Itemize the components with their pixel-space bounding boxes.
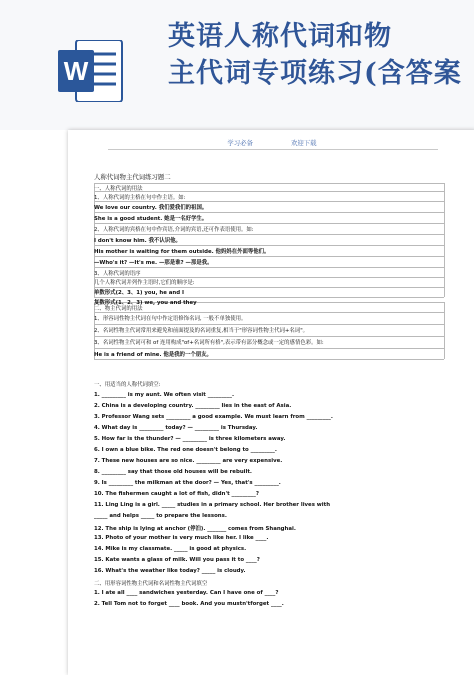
- table-rule: [444, 302, 445, 359]
- text-line: 1、人称代词的主格在句中作主语。如:: [94, 195, 186, 201]
- exercise-item: _____ and helps _____ to prepare the lessons.: [94, 513, 227, 519]
- text-line: 复数形式(1、2、3) we, you and they: [94, 300, 197, 306]
- doc-header-divider: [108, 149, 438, 150]
- doc-header-left: 学习必备: [227, 139, 253, 147]
- text-line: 2、人称代词的宾格在句中作宾语,介词的宾语,还可作表语使用。如:: [94, 227, 254, 233]
- text-line: She is a good student. 她是一名好学生。: [94, 216, 208, 222]
- exercise-item: 15. Kate wants a glass of milk. Will you pass it to ____?: [94, 557, 260, 563]
- exercise-item: 2. China is a developing country. _________ lies in the east of Asia.: [94, 403, 292, 409]
- text-line: 几个人称代词并列作主语时,它们的顺序是:: [94, 280, 195, 286]
- title-line-2: 主代词专项练习(含答案: [168, 58, 462, 89]
- page-title: [168, 18, 462, 92]
- exercise-item: 10. The fishermen caught a lot of fish, didn't _________?: [94, 491, 259, 497]
- exercise-item: 3. Professor Wang sets _________ a good example. We must learn from _________.: [94, 414, 333, 420]
- doc-title: 人称代词物主代词练习题二: [94, 173, 171, 181]
- table-rule: [94, 212, 444, 213]
- text-line: 二、物主代词的用法: [94, 306, 143, 312]
- exercise-item: 11. Ling Ling is a girl. _____ studies in a primary school. Her brother lives with: [94, 502, 331, 508]
- table-rule: [94, 348, 444, 349]
- table-rule: [94, 324, 444, 325]
- document-page: [68, 130, 474, 675]
- table-rule: [94, 201, 444, 202]
- exercise-item: 9. Is _________ the milkman at the door? — Yes, that's _________.: [94, 480, 281, 486]
- text-line: I don't know him. 我不认识他。: [94, 238, 181, 244]
- exercise-item: 16. What's the weather like today? _____ is cloudy.: [94, 568, 246, 574]
- exercise-item: 5. How far is the thunder? — _________ is three kilometers away.: [94, 436, 286, 442]
- table-rule: [444, 183, 445, 297]
- table-rule: [94, 336, 444, 337]
- exercise-item: 12. The ship is lying at anchor (停泊). _______ comes from Shanghai.: [94, 526, 296, 532]
- table-rule: [94, 223, 444, 224]
- word-doc-icon: [58, 40, 124, 102]
- text-line: He is a friend of mine. 他是我的一个朋友。: [94, 352, 212, 358]
- exercise-item: 2. Tell Tom not to forget ____ book. And you mustn'tforget ____.: [94, 601, 284, 607]
- exercise-item: 8. _________ say that those old houses will be rebuilt.: [94, 469, 252, 475]
- exercise-item: 14. Mike is my classmate. _____ is good at physics.: [94, 546, 247, 552]
- exercise-item: 13. Photo of your mother is very much like her. I like ____.: [94, 535, 269, 541]
- text-line: We love our country. 我们爱我们的祖国。: [94, 205, 208, 211]
- section-heading: 一、用适当的人称代词填空:: [94, 382, 161, 388]
- word-icon-letter: W: [63, 56, 89, 86]
- exercise-item: 6. I own a blue bike. The red one doesn't belong to _________.: [94, 447, 277, 453]
- text-line: His mother is waiting for them outside. 他妈妈在外面等他们。: [94, 249, 270, 255]
- table-rule: [94, 183, 444, 184]
- section-heading: 二、用形容词性物主代词和名词性物主代词填空: [94, 581, 208, 587]
- exercise-item: 7. These new houses are so nice. _________ are very expensive.: [94, 458, 283, 464]
- text-line: 单数形式(2、3、1) you, he and I: [94, 290, 184, 296]
- table-rule: [94, 359, 444, 360]
- table-rule: [94, 312, 444, 313]
- text-line: 3、名词性物主代词可和 of 连用构成"of+名词所有格",表示带有部分概念或一定的感情色彩。如:: [94, 340, 324, 346]
- exercise-item: 1. I ate all ____ sandwiches yesterday. Can I have one of ____?: [94, 590, 279, 596]
- exercise-item: 4. What day is _________ today? — _________ is Thursday.: [94, 425, 258, 431]
- text-line: 3、人称代词的语序: [94, 271, 141, 277]
- doc-header-right: 欢迎下载: [291, 139, 317, 147]
- text-line: 一、人称代词的用法: [94, 186, 143, 192]
- table-rule: [94, 191, 444, 192]
- doc-header: [68, 138, 474, 147]
- table-rule: [94, 256, 444, 257]
- text-line: —Who's it? —It's me. —那是谁? —那是我。: [94, 260, 213, 266]
- table-rule: [94, 245, 444, 246]
- title-line-1: 英语人称代词和物: [168, 21, 392, 52]
- table-rule: [94, 234, 444, 235]
- text-line: 1、形容词性物主代词在句中作定语修饰名词, 一般不单独使用。: [94, 316, 247, 322]
- table-rule: [94, 267, 444, 268]
- text-line: 2、名词性物主代词常用来避免和前面提及的名词重复,相当于"形容词性物主代词+名词"。: [94, 328, 309, 334]
- exercise-item: 1. _________ is my aunt. We often visit _________.: [94, 392, 235, 398]
